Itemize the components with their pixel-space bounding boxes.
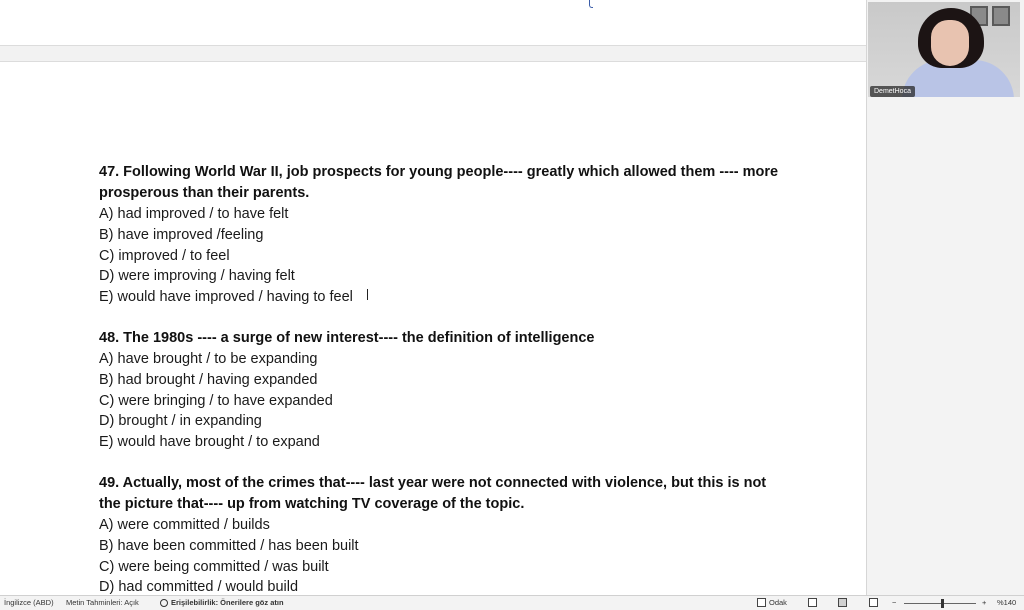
option-c: C) were bringing / to have expanded [99,392,333,409]
option-c: C) were being committed / was built [99,558,329,575]
question-48 [99,328,779,453]
question-49 [99,473,779,595]
ribbon-mark-icon [589,0,593,8]
wall-frame-icon [992,6,1010,26]
option-a: A) had improved / to have felt [99,206,289,222]
zoom-slider[interactable] [904,603,976,604]
zoom-in-button[interactable]: + [982,598,987,607]
text-predictions-status[interactable]: Metin Tahminleri: Açık [66,598,139,607]
option-b: B) have improved /feeling [99,226,264,243]
option-a: A) have brought / to be expanding [99,351,318,367]
option-e: E) would have brought / to expand [99,434,320,451]
option-a: A) were committed / builds [99,517,270,533]
status-bar [0,595,1024,610]
ruler-band [0,45,866,62]
print-layout-icon[interactable] [838,598,847,607]
question-47 [99,162,779,308]
text-cursor [367,289,368,300]
ribbon-area [0,0,866,45]
language-status[interactable]: İngilizce (ABD) [4,598,54,607]
zoom-slider-thumb[interactable] [941,599,944,608]
presenter-face [931,20,969,66]
focus-icon[interactable] [757,598,766,607]
option-c: C) improved / to feel [99,247,230,264]
option-e: E) would have improved / having to feel [99,289,353,306]
zoom-level[interactable]: %140 [997,598,1017,607]
web-layout-icon[interactable] [869,598,878,607]
webcam-overlay [868,2,1020,97]
accessibility-label: Erişilebilirlik: Önerilere göz atın [171,598,284,607]
question-title: 48. The 1980s ---- a surge of new interest---- the definition of intelligence [99,330,595,346]
accessibility-status[interactable] [160,598,284,608]
accessibility-icon [160,599,168,607]
zoom-out-button[interactable]: − [892,598,897,607]
option-d: D) were improving / having felt [99,268,295,285]
read-mode-icon[interactable] [808,598,817,607]
question-title: 47. Following World War II, job prospects for young people---- greatly which allowed them ---- more prosperous than their parents. [99,164,779,201]
webcam-name-label: DemetHoca [870,86,915,97]
option-d: D) brought / in expanding [99,413,262,430]
option-b: B) have been committed / has been built [99,537,359,554]
document-page[interactable] [0,62,866,595]
option-b: B) had brought / having expanded [99,371,318,388]
option-d: D) had committed / would build [99,579,299,595]
question-title: 49. Actually, most of the crimes that---- last year were not connected with violence, but this is not the picture that---- up from watching TV coverage of the topic. [99,475,767,512]
focus-button[interactable]: Odak [769,598,787,607]
